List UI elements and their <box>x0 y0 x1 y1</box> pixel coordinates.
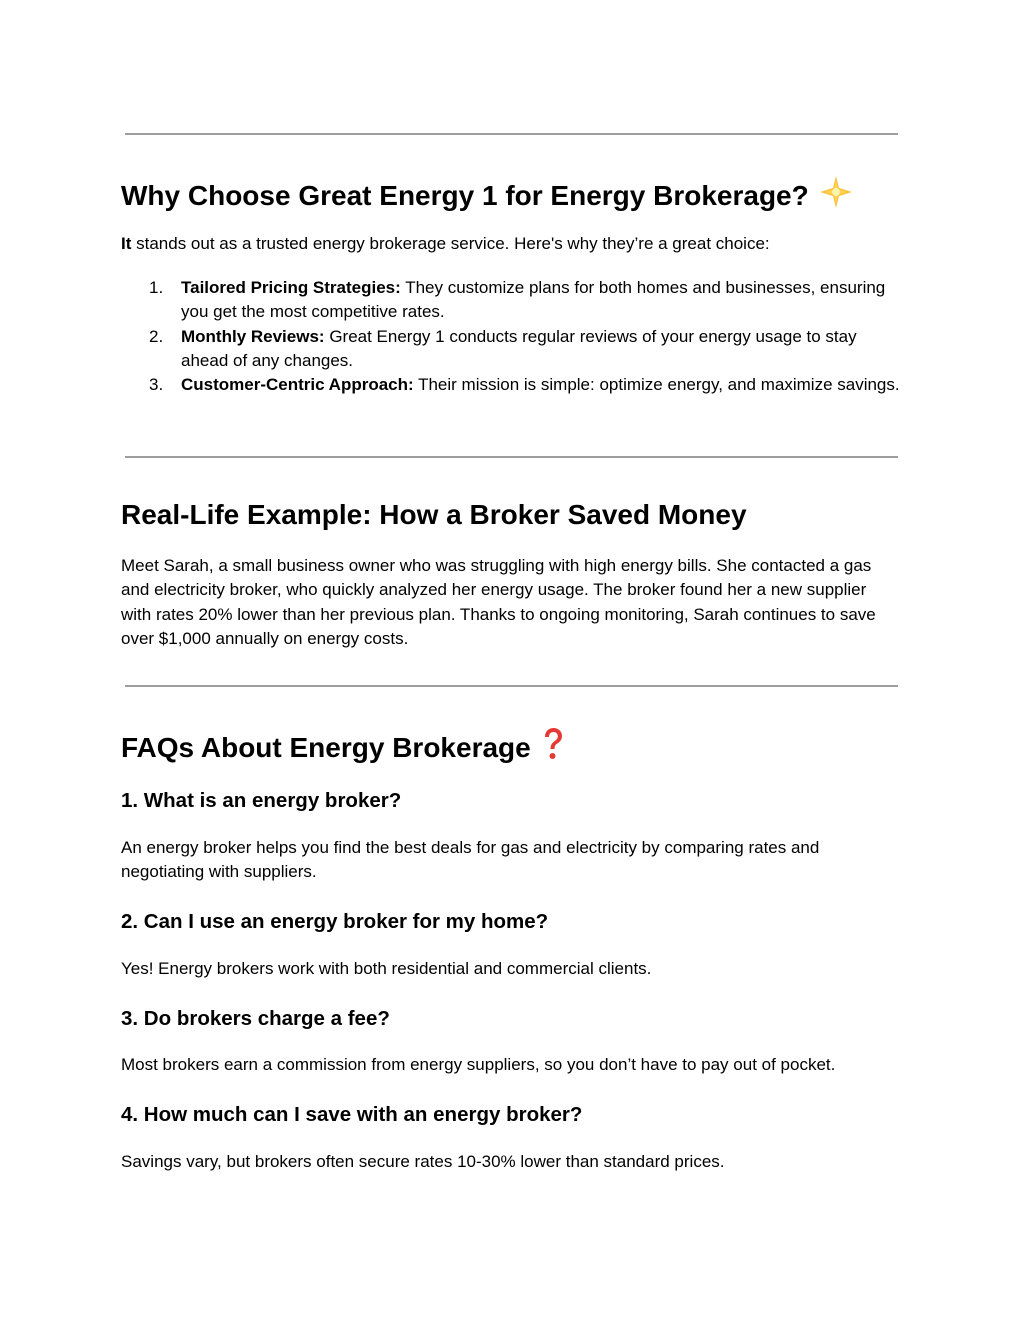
faq-question: 4. How much can I save with an energy broker? <box>121 1103 583 1126</box>
faq-question: 2. Can I use an energy broker for my home? <box>121 910 549 933</box>
why-choose-heading <box>121 175 853 217</box>
list-item-label: Customer-Centric Approach: <box>181 375 414 395</box>
horizontal-divider <box>125 133 898 135</box>
list-item-label: Tailored Pricing Strategies: <box>181 278 401 297</box>
why-choose-intro <box>121 232 901 256</box>
intro-lead: It <box>121 234 132 253</box>
list-item-text: They customize plans for both homes and businesses, ensuring you get the most competitive rates. <box>181 278 886 322</box>
intro-text: stands out as a trusted energy brokerage service. Here's why they’re a great choice: <box>131 234 770 253</box>
glowing-star-icon <box>819 175 853 217</box>
faq-question: 3. Do brokers charge a fee? <box>121 1007 390 1030</box>
list-item-text: Great Energy 1 conducts regular reviews of your energy usage to stay ahead of any changes. <box>181 326 857 370</box>
horizontal-divider <box>125 685 898 687</box>
reasons-list <box>121 276 901 397</box>
list-item-text: Their mission is simple: optimize energy, and maximize savings. <box>413 375 900 395</box>
list-item <box>121 325 901 374</box>
horizontal-divider <box>125 456 898 458</box>
faq-answer: Yes! Energy brokers work with both residential and commercial clients. <box>121 959 652 978</box>
list-item-label: Monthly Reviews: <box>181 326 325 346</box>
list-number: 2. <box>149 326 164 346</box>
faq-answer: Most brokers earn a commission from energy suppliers, so you don’t have to pay out of pocket. <box>121 1055 836 1074</box>
list-item <box>121 373 901 397</box>
why-choose-title: Why Choose Great Energy 1 for Energy Brokerage? <box>121 180 809 211</box>
faq-answer: An energy broker helps you find the best deals for gas and electricity by comparing rates and negotiating with suppliers. <box>121 838 820 882</box>
faqs-title: FAQs About Energy Brokerage <box>121 732 531 763</box>
faq-question: 1. What is an energy broker? <box>121 789 402 812</box>
real-life-example-heading <box>121 498 747 532</box>
red-question-mark-icon <box>541 727 565 769</box>
list-item <box>121 276 901 325</box>
real-life-example-title: Real-Life Example: How a Broker Saved Money <box>121 499 747 530</box>
list-number: 1. <box>149 278 164 297</box>
faq-answer: Savings vary, but brokers often secure rates 10-30% lower than standard prices. <box>121 1152 725 1171</box>
list-number: 3. <box>149 375 164 395</box>
real-life-example-body: Meet Sarah, a small business owner who was struggling with high energy bills. She contacted a gas and electricity broker, who quickly analyzed her energy usage. The broker found her a new supplier with rates 20% lower than her previous plan. Thanks to ongoing monitoring, Sarah continues to save over $1,000 annually on energy costs. <box>121 556 876 648</box>
faqs-heading <box>121 727 565 769</box>
